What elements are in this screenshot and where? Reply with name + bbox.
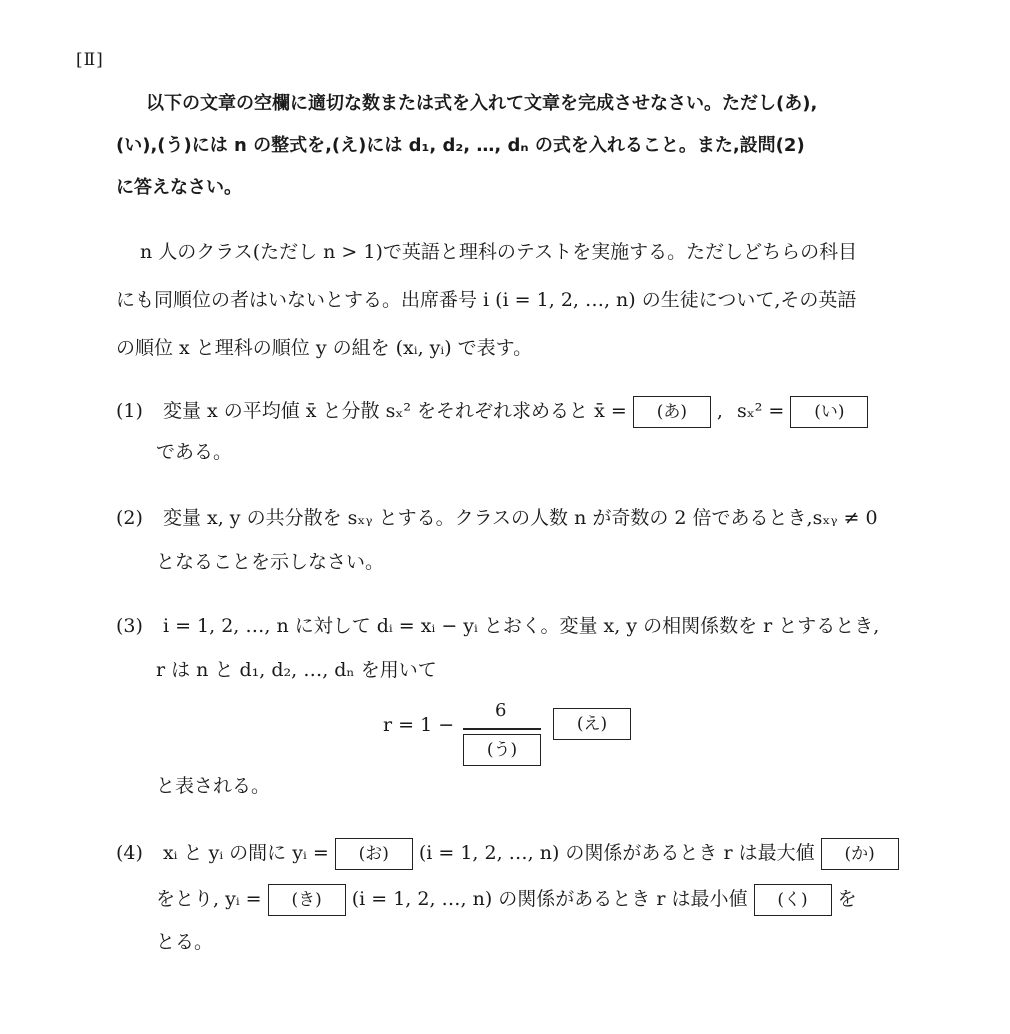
formula-lhs: r = 1 − — [383, 714, 455, 736]
answer-box-a[interactable]: (あ) — [633, 396, 711, 428]
setup-line-2: にも同順位の者はいないとする。出席番号 i (i = 1, 2, …, n) の生徒について,その英語 — [116, 289, 857, 311]
intro-line-1: 以下の文章の空欄に適切な数または式を入れて文章を完成させなさい。ただし(あ), — [146, 93, 818, 114]
q1-variance-label: sₓ² = — [736, 400, 785, 422]
q4-text-b3: を — [837, 888, 857, 910]
q1-sep: , — [716, 400, 723, 422]
q4-text-b1: をとり, yᵢ = — [156, 888, 262, 910]
q4-text-b2: (i = 1, 2, …, n) の関係があるとき r は最小値 — [351, 888, 748, 910]
q4-line-2 — [156, 884, 857, 916]
answer-box-ki[interactable]: (き) — [268, 884, 346, 916]
answer-box-e[interactable]: (え) — [553, 708, 631, 740]
q3-number: (3) — [116, 615, 143, 637]
q3-line-2: r は n と d₁, d₂, …, dₙ を用いて — [156, 659, 437, 681]
q1-tail: である。 — [156, 441, 233, 463]
q4-text-a1: xᵢ と yᵢ の間に yᵢ = — [162, 842, 329, 864]
fraction-bar — [463, 728, 541, 730]
q2-number: (2) — [116, 507, 143, 529]
q4-number: (4) — [116, 842, 143, 864]
intro-line-3: に答えなさい。 — [116, 177, 242, 198]
answer-box-i[interactable]: (い) — [790, 396, 868, 428]
q1-text: 変量 x の平均値 x̄ と分散 sₓ² をそれぞれ求めると x̄ = — [162, 400, 627, 422]
q2-line-1 — [116, 506, 878, 530]
q2-line-2: となることを示しなさい。 — [156, 551, 385, 573]
q3-text-1: i = 1, 2, …, n に対して dᵢ = xᵢ − yᵢ とおく。変量 x, y の相関係数を r とするとき, — [162, 615, 880, 637]
setup-line-1: n 人のクラス(ただし n > 1)で英語と理科のテストを実施する。ただしどちらの科目 — [140, 241, 858, 263]
answer-box-ku[interactable]: (く) — [754, 884, 832, 916]
answer-box-o[interactable]: (お) — [335, 838, 413, 870]
q1-number: (1) — [116, 400, 143, 422]
q2-text-1: 変量 x, y の共分散を sₓᵧ とする。クラスの人数 n が奇数の 2 倍であるとき,sₓᵧ ≠ 0 — [162, 507, 878, 529]
q4-tail: とる。 — [156, 931, 214, 953]
q3-tail: と表される。 — [156, 775, 271, 797]
q1-line — [116, 396, 868, 428]
setup-line-3: の順位 x と理科の順位 y の組を (xᵢ, yᵢ) で表す。 — [116, 337, 533, 359]
formula-numerator: 6 — [495, 700, 507, 721]
section-mark: [Ⅱ] — [76, 50, 104, 70]
q4-text-a2: (i = 1, 2, …, n) の関係があるとき r は最大値 — [418, 842, 815, 864]
answer-box-u[interactable]: (う) — [463, 734, 541, 766]
intro-line-2: (い),(う)には n の整式を,(え)には d₁, d₂, …, dₙ の式を入れること。また,設問(2) — [116, 135, 805, 156]
q3-line-1 — [116, 614, 879, 638]
answer-box-ka[interactable]: (か) — [821, 838, 899, 870]
q4-line-1 — [116, 838, 899, 870]
